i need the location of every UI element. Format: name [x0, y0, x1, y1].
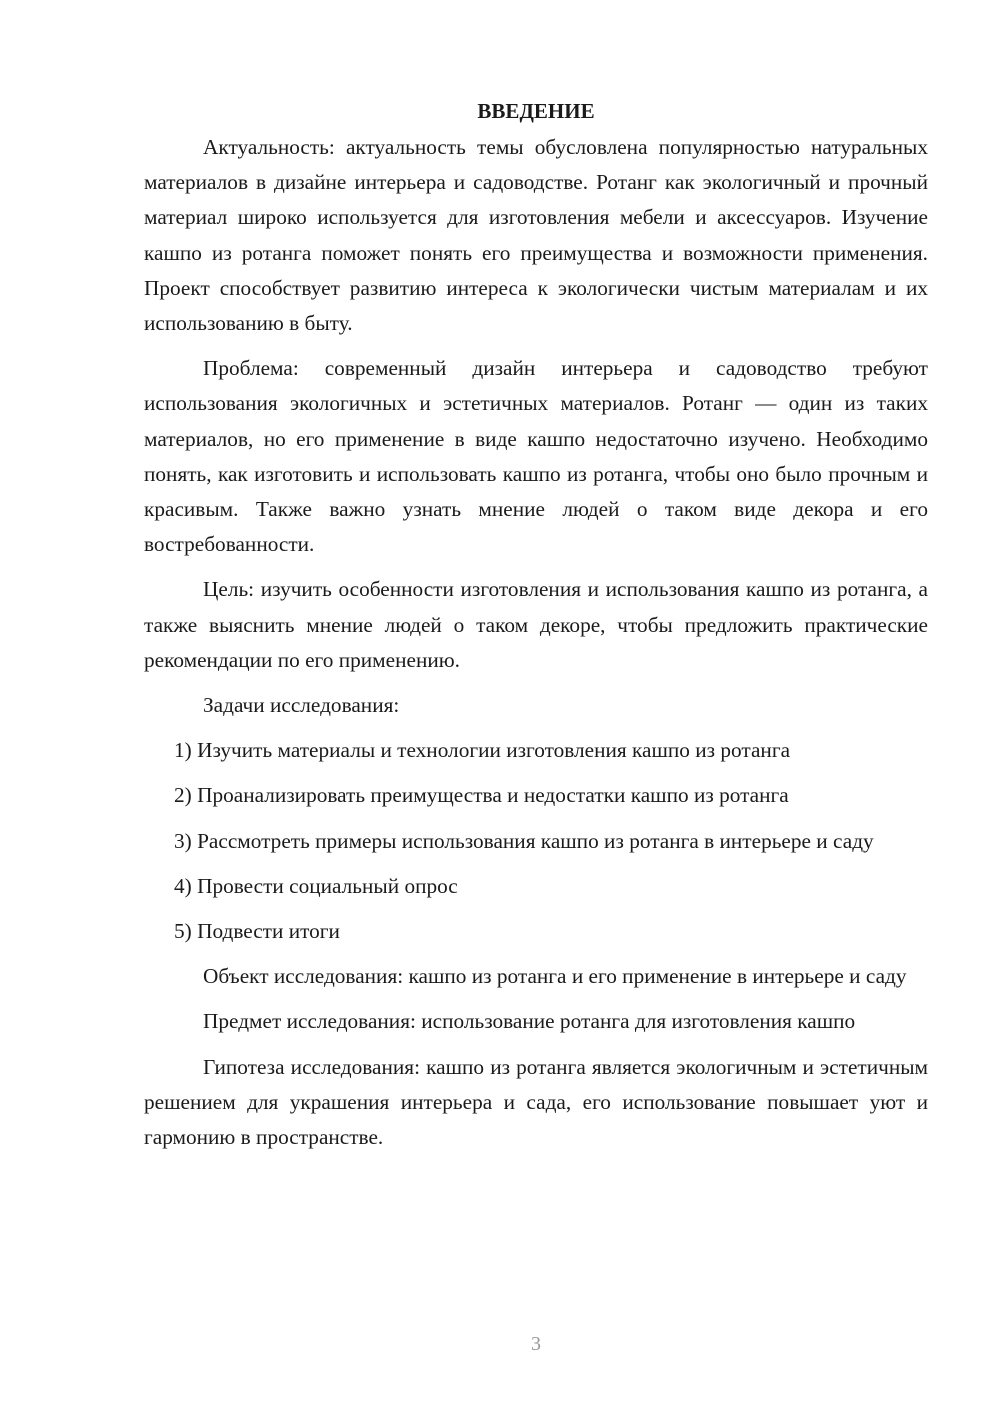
hypothesis-paragraph: Гипотеза исследования: кашпо из ротанга является экологичным и эстетичным решением для украшения интерьера и сада, его использование повышает уют и гармонию в пространстве.: [144, 1054, 928, 1150]
page-number: 3: [531, 1333, 541, 1355]
relevance-paragraph: Актуальность: актуальность темы обусловлена популярностью натуральных материалов в дизайне интерьера и садоводстве. Ротанг как экологичный и прочный материал широко используется для изготовления мебели и аксессуаров. Изучение кашпо из ротанга поможет понять его преимущества и возможности применения. Проект способствует развитию интереса к экологически чистым материалам и их использованию в быту.: [144, 135, 928, 336]
task-item: 3) Рассмотреть примеры использования кашпо из ротанга в интерьере и саду: [174, 828, 874, 853]
task-item: 5) Подвести итоги: [174, 919, 340, 944]
tasks-title: Задачи исследования:: [203, 693, 400, 718]
task-item: 2) Проанализировать преимущества и недостатки кашпо из ротанга: [174, 783, 789, 808]
subject-paragraph: Предмет исследования: использование ротанга для изготовления кашпо: [203, 1009, 856, 1034]
object-paragraph: Объект исследования: кашпо из ротанга и его применение в интерьере и саду: [203, 964, 907, 989]
task-item: 1) Изучить материалы и технологии изготовления кашпо из ротанга: [174, 738, 791, 763]
document-page: [144, 96, 928, 1165]
goal-paragraph: Цель: изучить особенности изготовления и использования кашпо из ротанга, а также выяснить мнение людей о таком декоре, чтобы предложить практические рекомендации по его применению.: [144, 577, 928, 672]
tasks-list: [144, 733, 928, 949]
task-item: 4) Провести социальный опрос: [174, 873, 458, 898]
section-heading: ВВЕДЕНИЕ: [477, 99, 595, 123]
problem-paragraph: Проблема: современный дизайн интерьера и садоводство требуют использования экологичных и эстетичных материалов. Ротанг — один из таких материалов, но его применение в виде кашпо недостаточно изучено. Необходимо понять, как изготовить и использовать кашпо из ротанга, чтобы оно было прочным и красивым. Также важно узнать мнение людей о таком виде декора и его востребованности.: [144, 356, 928, 557]
